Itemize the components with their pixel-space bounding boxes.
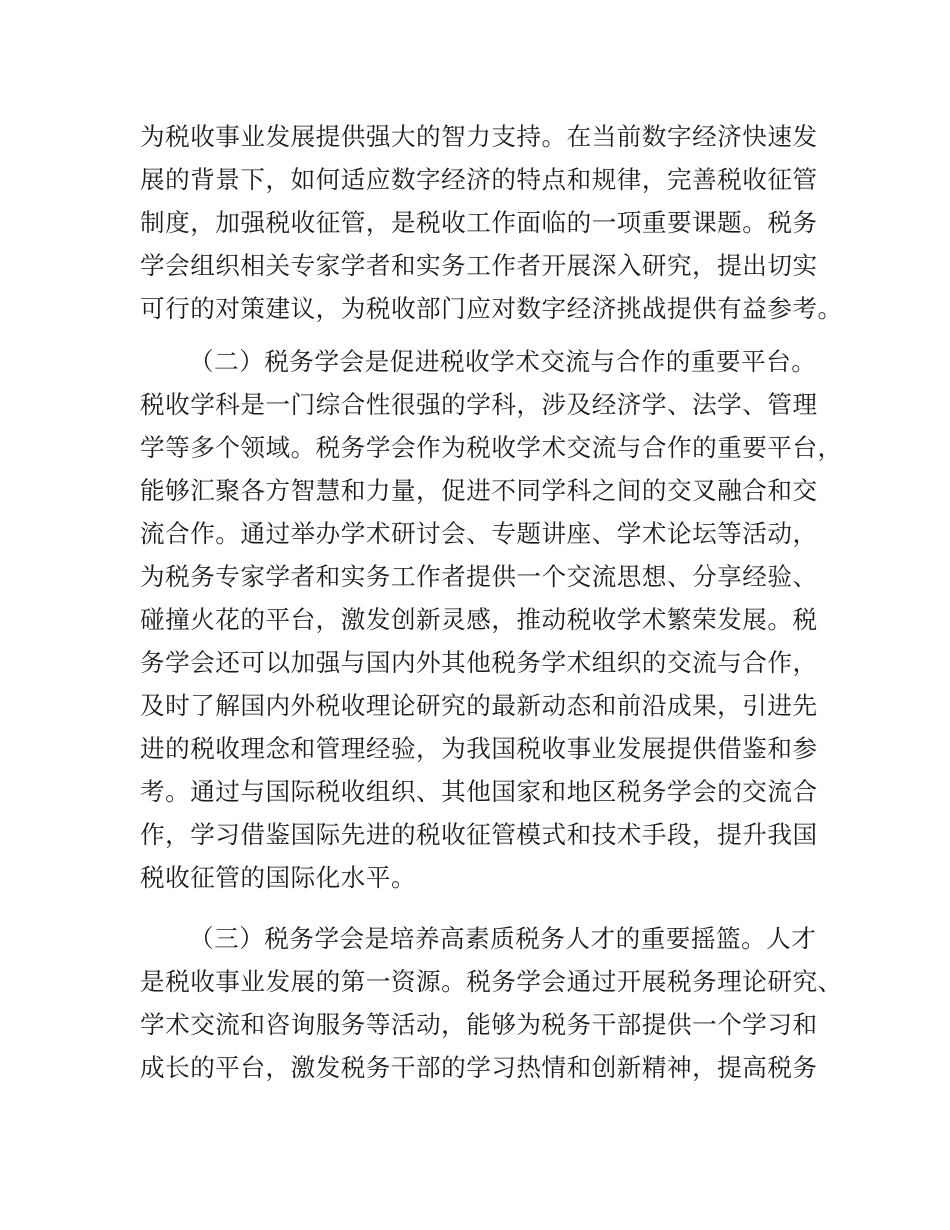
text-line: 是税收事业发展的第一资源。税务学会通过开展税务理论研究、 xyxy=(140,967,843,996)
text-line: 为税收事业发展提供强大的智力支持。在当前数字经济快速发 xyxy=(140,122,818,151)
section-heading-2: （二）税务学会是促进税收学术交流与合作的重要平台。 xyxy=(189,347,817,376)
text-line: 税收征管的国际化水平。 xyxy=(140,863,417,892)
section-heading-3: （三）税务学会是培养高素质税务人才的重要摇篮。人才 xyxy=(189,924,817,953)
text-line: 作，学习借鉴国际先进的税收征管模式和技术手段，提升我国 xyxy=(140,820,818,849)
text-line: 为税务专家学者和实务工作者提供一个交流思想、分享经验、 xyxy=(140,562,818,591)
text-line: 能够汇聚各方智慧和力量，促进不同学科之间的交叉融合和交 xyxy=(140,476,818,505)
text-line: 考。通过与国际税收组织、其他国家和地区税务学会的交流合 xyxy=(140,777,818,806)
text-line: 税收学科是一门综合性很强的学科，涉及经济学、法学、管理 xyxy=(140,390,818,419)
text-line: 可行的对策建议，为税收部门应对数字经济挑战提供有益参考。 xyxy=(140,294,843,323)
text-line: 成长的平台，激发税务干部的学习热情和创新精神，提高税务 xyxy=(140,1053,818,1082)
text-line: 学会组织相关专家学者和实务工作者开展深入研究，提出切实 xyxy=(140,251,818,280)
text-line: 碰撞火花的平台，激发创新灵感，推动税收学术繁荣发展。税 xyxy=(140,605,818,634)
text-line: 及时了解国内外税收理论研究的最新动态和前沿成果，引进先 xyxy=(140,691,818,720)
text-line: 进的税收理念和管理经验，为我国税收事业发展提供借鉴和参 xyxy=(140,734,818,763)
text-line: 务学会还可以加强与国内外其他税务学术组织的交流与合作， xyxy=(140,648,818,677)
text-line: 制度，加强税收征管，是税收工作面临的一项重要课题。税务 xyxy=(140,208,818,237)
text-line: 学等多个领域。税务学会作为税收学术交流与合作的重要平台， xyxy=(140,433,843,462)
text-line: 流合作。通过举办学术研讨会、专题讲座、学术论坛等活动， xyxy=(140,519,818,548)
text-line: 学术交流和咨询服务等活动，能够为税务干部提供一个学习和 xyxy=(140,1010,818,1039)
text-line: 展的背景下，如何适应数字经济的特点和规律，完善税收征管 xyxy=(140,165,818,194)
